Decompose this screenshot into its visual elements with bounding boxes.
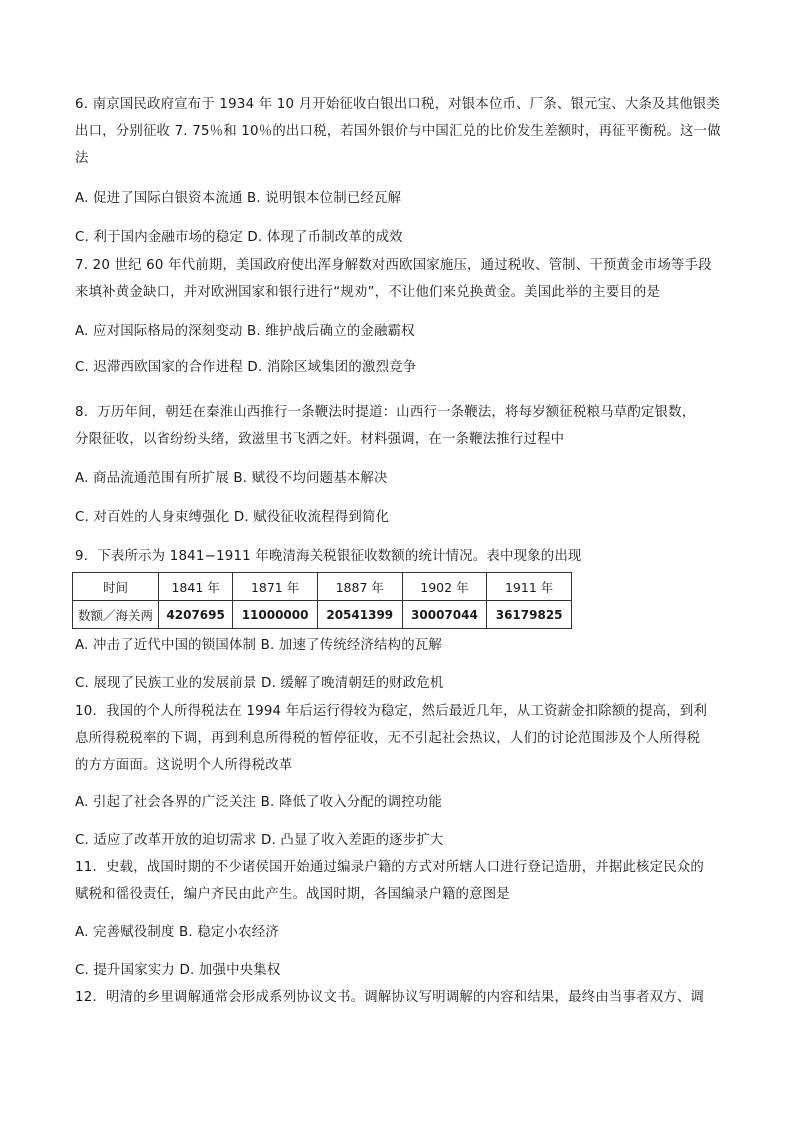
table-year-cell: 1911 年: [487, 573, 572, 601]
q12-stem-line-1: 12．明清的乡里调解通常会形成系列协议文书。调解协议写明调解的内容和结果，最终由当事者双方、调: [75, 990, 705, 1005]
table-value-cell: 30007044: [402, 601, 487, 629]
q9-options-cd: C. 展现了民族工业的发展前景 D. 缓解了晚清朝廷的财政危机: [75, 676, 444, 691]
q7-options-cd: C. 迟滞西欧国家的合作进程 D. 消除区域集团的激烈竞争: [75, 360, 417, 375]
q8-stem-line-1: 8．万历年间，朝廷在秦淮山西推行一条鞭法时提道：山西行一条鞭法，将每岁额征税粮马草酌定银数，: [75, 405, 696, 420]
q10-stem-line-1: 10．我国的个人所得税法在 1994 年后运行得较为稳定，然后最近几年，从工资薪金扣除额的提高，到利: [75, 704, 708, 719]
q8-options-cd: C. 对百姓的人身束缚强化 D. 赋役征收流程得到简化: [75, 510, 390, 525]
q8-stem-line-2: 分限征收，以省纷纷头绪，致滋里书飞洒之奸。材料强调，在一条鞭法推行过程中: [75, 432, 565, 447]
q6-stem-line-1: 6. 南京国民政府宣布于 1934 年 10 月开始征收白银出口税，对银本位币、厂条、银元宝、大条及其他银类: [75, 97, 720, 112]
q9-stem-line-1: 9．下表所示为 1841−1911 年晚清海关税银征收数额的统计情况。表中现象的出现: [75, 549, 582, 564]
table-year-cell: 1871 年: [233, 573, 318, 601]
table-header-label: 时间: [73, 573, 159, 601]
table-year-cell: 1887 年: [317, 573, 402, 601]
table-value-cell: 11000000: [233, 601, 318, 629]
q7-options-ab: A. 应对国际格局的深刻变动 B. 维护战后确立的金融霸权: [75, 324, 415, 339]
q6-stem-line-3: 法: [75, 151, 89, 166]
table-year-cell: 1902 年: [402, 573, 487, 601]
q10-stem-line-2: 息所得税税率的下调，再到利息所得税的暂停征收，无不引起社会热议，人们的讨论范围涉及个人所得税: [75, 731, 701, 746]
q6-options-ab: A. 促进了国际白银资本流通 B. 说明银本位制已经瓦解: [75, 191, 402, 206]
table-value-cell: 20541399: [317, 601, 402, 629]
table-row: [73, 601, 572, 629]
table-value-cell: 4207695: [159, 601, 233, 629]
q11-stem-line-2: 赋税和徭役责任，编户齐民由此产生。战国时期，各国编录户籍的意图是: [75, 887, 510, 902]
table-year-cell: 1841 年: [159, 573, 233, 601]
q6-options-cd: C. 利于国内金融市场的稳定 D. 体现了币制改革的成效: [75, 230, 403, 245]
q11-options-cd: C. 提升国家实力 D. 加强中央集权: [75, 963, 281, 978]
q11-stem-line-1: 11．史载，战国时期的不少诸侯国开始通过编录户籍的方式对所辖人口进行登记造册，并据此核定民众的: [75, 860, 705, 875]
q10-stem-line-3: 的方方面面。这说明个人所得税改革: [75, 758, 293, 773]
q6-stem-line-2: 出口，分别征收 7. 75％和 10％的出口税，若国外银价与中国汇兑的比价发生差额时，再征平衡税。这一做: [75, 124, 721, 139]
q9-options-ab: A. 冲击了近代中国的锁国体制 B. 加速了传统经济结构的瓦解: [75, 638, 442, 653]
table-row-label: 数额／海关两: [73, 601, 159, 629]
q8-options-ab: A. 商品流通范围有所扩展 B. 赋役不均问题基本解决: [75, 471, 388, 486]
q7-stem-line-2: 来填补黄金缺口，并对欧洲国家和银行进行“规劝”，不让他们来兑换黄金。美国此举的主要目的是: [75, 285, 661, 300]
customs-revenue-table: [72, 572, 572, 629]
table-row: [73, 573, 572, 601]
q11-options-ab: A. 完善赋役制度 B. 稳定小农经济: [75, 925, 279, 940]
q10-options-ab: A. 引起了社会各界的广泛关注 B. 降低了收入分配的调控功能: [75, 795, 442, 810]
q7-stem-line-1: 7. 20 世纪 60 年代前期，美国政府使出浑身解数对西欧国家施压，通过税收、管制、干预黄金市场等手段: [75, 258, 712, 273]
table-value-cell: 36179825: [487, 601, 572, 629]
q10-options-cd: C. 适应了改革开放的迫切需求 D. 凸显了收入差距的逐步扩大: [75, 833, 444, 848]
